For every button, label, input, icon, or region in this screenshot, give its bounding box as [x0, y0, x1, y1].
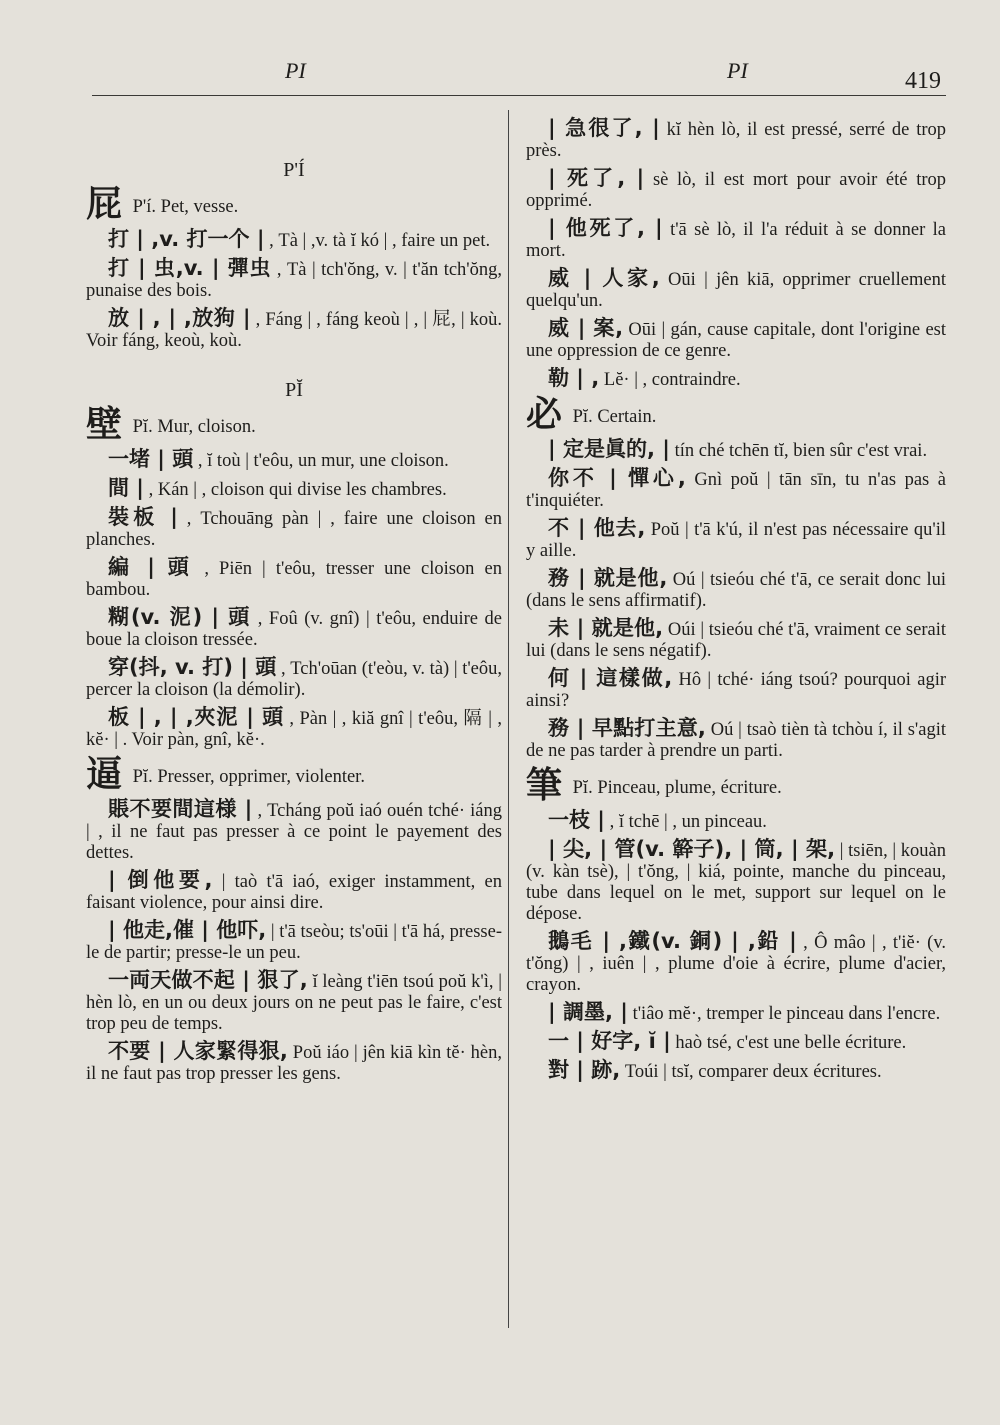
gloss-text: Poŭ | t'ā k'ú, il n'est pas nécessaire qu'il y aille. — [526, 520, 946, 561]
column-divider — [508, 110, 509, 1328]
head-entry — [526, 394, 946, 435]
sub-entry — [86, 657, 502, 701]
header-rule — [92, 95, 946, 96]
sub-entry — [526, 439, 946, 462]
sub-entry — [86, 557, 502, 601]
gloss-text: , Tà | tch'ŏng, v. | t'ăn tch'ŏng, punaise des bois. — [86, 260, 502, 301]
sub-entry — [86, 449, 502, 472]
gloss-text: P'í. Pet, vesse. — [132, 197, 239, 217]
chinese-phrase: | 急很了, | — [548, 116, 660, 140]
gloss-text: , Tchouāng pàn | , faire une cloison en planches. — [86, 509, 503, 550]
chinese-phrase: 編 | 頭 — [108, 555, 195, 579]
sub-entry — [86, 607, 502, 651]
sub-entry — [526, 931, 946, 996]
gloss-text: Pĭ. Certain. — [572, 407, 657, 427]
chinese-phrase: 打 | 虫,v. | 彈虫 — [108, 256, 272, 280]
chinese-phrase: 鵝毛 | ,鐵(v. 銅) | ,鉛 | — [548, 929, 797, 953]
left-column — [86, 152, 502, 1091]
sub-entry — [526, 118, 946, 162]
chinese-phrase: 糊(v. 泥) | 頭 — [108, 605, 252, 629]
page-number: 419 — [905, 68, 941, 94]
gloss-text: , ĭ tchē | , un pinceau. — [609, 812, 767, 832]
sub-entry — [526, 618, 946, 662]
gloss-text: Pĭ. Mur, cloison. — [132, 417, 256, 437]
sub-entry — [86, 707, 502, 751]
gloss-text: t'ā sè lò, il l'a réduit à se donner la mort. — [526, 220, 946, 261]
sub-entry — [86, 507, 502, 551]
head-entry — [86, 184, 502, 225]
chinese-phrase: 何 | 這樣做, — [548, 666, 673, 690]
gloss-text: Oūi | jên kiā, opprimer cruellement quelqu'un. — [526, 270, 946, 311]
chinese-phrase: | 倒他要, — [108, 868, 213, 892]
gloss-text: , Piēn | t'eôu, tresser une cloison en bambou. — [86, 559, 502, 600]
chinese-phrase: | 定是眞的, | — [548, 437, 670, 461]
chinese-phrase: 勒 | , — [548, 366, 600, 390]
chinese-phrase: | 他死了, | — [548, 216, 663, 240]
sub-entry — [86, 1041, 502, 1085]
gloss-text: , Ô mâo | , t'iĕ· (v. t'ŏng) | , iuên | , plume d'oie à écrire, plume d'acier, crayon. — [526, 933, 947, 995]
headword-character: 筆 — [526, 765, 563, 806]
chinese-phrase: 不要 | 人家緊得狠, — [108, 1039, 288, 1063]
sub-entry — [526, 668, 946, 712]
chinese-phrase: 一両天做不起 | 狠了, — [108, 968, 308, 992]
gloss-text: Hô | tché· iáng tsoú? pourquoi agir ainsi? — [526, 670, 946, 711]
chinese-phrase: | 死了, | — [548, 166, 645, 190]
gloss-text: Toúi | tsĭ, comparer deux écritures. — [624, 1062, 882, 1082]
running-head-right: PI — [727, 58, 748, 83]
chinese-phrase: 威 | 人家, — [548, 266, 660, 290]
chinese-phrase: 一枝 | — [548, 808, 605, 832]
chinese-phrase: 你不 | 憚心, — [548, 466, 686, 490]
running-head-left: PI — [285, 58, 306, 83]
gloss-text: Oūi | gán, cause capitale, dont l'origine est une oppression de ce genre. — [526, 320, 947, 361]
chinese-phrase: 未 | 就是他, — [548, 616, 664, 640]
gloss-text: , Kán | , cloison qui divise les chambres. — [148, 480, 447, 500]
gloss-text: Pĭ. Pinceau, plume, écriture. — [572, 778, 782, 798]
sub-entry — [526, 218, 946, 262]
chinese-phrase: | 調墨, | — [548, 1000, 628, 1024]
sub-entry — [86, 799, 502, 864]
gloss-text: | t'ā tseòu; ts'oūi | t'ā há, presse-le de partir; presse-le un peu. — [86, 922, 502, 963]
gloss-text: , Tcháng poŭ iaó ouén tché· iáng | , il ne faut pas presser à ce point le payement des dettes. — [86, 801, 502, 863]
sub-entry — [86, 970, 502, 1035]
gloss-text: , ĭ toù | t'eôu, un mur, une cloison. — [197, 451, 449, 471]
sub-entry — [526, 368, 946, 391]
gloss-text: Oúi | tsieóu ché t'ā, vraiment ce serait lui (dans le sens négatif). — [526, 620, 946, 661]
section-heading: P'Í — [283, 159, 305, 181]
chinese-phrase: 板 | , | ,夾泥 | 頭 — [108, 705, 284, 729]
sub-entry — [526, 1002, 946, 1025]
gloss-text: , Pàn | , kiă gnî | t'eôu, 隔 | , kĕ· | . Voir pàn, gnî, kĕ·. — [86, 709, 502, 750]
right-column — [526, 118, 946, 1089]
gloss-text: , Foû (v. gnî) | t'eôu, enduire de boue la cloison tressée. — [86, 609, 503, 650]
sub-entry — [86, 229, 502, 252]
gloss-text: Lĕ· | , contraindre. — [603, 370, 741, 390]
chinese-phrase: 務 | 就是他, — [548, 566, 668, 590]
chinese-phrase: | 他走,催 | 他吓, — [108, 918, 267, 942]
chinese-phrase: | 尖, | 管(v. 簳子), | 筒, | 架, — [548, 837, 836, 861]
gloss-text: Pĭ. Presser, opprimer, violenter. — [132, 767, 365, 787]
gloss-text: sè lò, il est mort pour avoir été trop opprimé. — [526, 170, 946, 211]
sub-entry — [86, 308, 502, 352]
gloss-text: Oú | tsaò tièn tà tchòu í, il s'agit de ne pas tarder à prendre un parti. — [526, 720, 946, 761]
gloss-text: Oú | tsieóu ché t'ā, ce serait donc lui (dans le sens affirmatif). — [526, 570, 946, 611]
gloss-text: ĭ leàng t'iēn tsoú poŭ k'ì, | hèn lò, en un ou deux jours on ne peut pas le faire, c'est trop peu de temps. — [86, 972, 503, 1034]
chinese-phrase: 一堵 | 頭 — [108, 447, 194, 471]
gloss-text: , Tà | ,v. tà ĭ kó | , faire un pet. — [269, 231, 491, 251]
chinese-phrase: 間 | — [108, 476, 144, 500]
headword-character: 壁 — [86, 404, 123, 445]
sub-entry — [86, 478, 502, 501]
chinese-phrase: 威 | 案, — [548, 316, 624, 340]
sub-entry — [86, 920, 502, 964]
head-entry — [86, 754, 502, 795]
gloss-text: , Tch'oūan (t'eòu, v. tà) | t'eôu, percer la cloison (la démolir). — [86, 659, 503, 700]
chinese-phrase: 不 | 他去, — [548, 516, 646, 540]
gloss-text: haò tsé, c'est une belle écriture. — [675, 1033, 907, 1053]
sub-entry — [526, 518, 946, 562]
sub-entry — [526, 268, 946, 312]
gloss-text: Gnì poŭ | tān sīn, tu n'as pas à t'inquiéter. — [526, 470, 946, 511]
gloss-text: kĭ hèn lò, il est pressé, serré de trop près. — [526, 120, 946, 161]
sub-entry — [526, 568, 946, 612]
gloss-text: | tsiēn, | kouàn (v. kàn tsè), | t'ŏng, | kiá, pointe, manche du pinceau, tube dans lequel on le met, support sur lequel on le dépose. — [526, 841, 947, 924]
sub-entry — [86, 870, 502, 914]
headword-character: 屁 — [86, 184, 123, 225]
gloss-text: | taò t'ā iaó, exiger instamment, en faisant violence, pour ainsi dire. — [86, 872, 502, 913]
sub-entry — [526, 468, 946, 512]
chinese-phrase: 裝板 | — [108, 505, 178, 529]
chinese-phrase: 一 | 好字, ĭ | — [548, 1029, 671, 1053]
sub-entry — [526, 839, 946, 925]
sub-entry — [526, 168, 946, 212]
gloss-text: , Fáng | , fáng keoù | , | 屁, | koù. Voir fáng, keoù, koù. — [86, 310, 502, 351]
chinese-phrase: 對 | 跡, — [548, 1058, 621, 1082]
section-heading: PĬ — [285, 379, 303, 401]
sub-entry — [526, 1060, 946, 1083]
chinese-phrase: 放 | , | ,放狗 | — [108, 306, 251, 330]
sub-entry — [526, 1031, 946, 1054]
head-entry — [526, 765, 946, 806]
headword-character: 逼 — [86, 754, 123, 795]
sub-entry — [526, 718, 946, 762]
gloss-text: tín ché tchēn tĭ, bien sûr c'est vrai. — [674, 441, 928, 461]
gloss-text: t'iâo mĕ·, tremper le pinceau dans l'encre. — [632, 1004, 941, 1024]
chinese-phrase: 賬不要間這様 | — [108, 797, 253, 821]
chinese-phrase: 穿(抖, v. 打) | 頭 — [108, 655, 277, 679]
sub-entry — [526, 318, 946, 362]
gloss-text: Poŭ iáo | jên kiā kìn tĕ· hèn, il ne faut pas trop presser les gens. — [86, 1043, 502, 1084]
chinese-phrase: 打 | ,v. 打一个 | — [108, 227, 265, 251]
headword-character: 必 — [526, 394, 563, 435]
chinese-phrase: 務 | 早點打主意, — [548, 716, 706, 740]
sub-entry — [86, 258, 502, 302]
head-entry — [86, 404, 502, 445]
sub-entry — [526, 810, 946, 833]
